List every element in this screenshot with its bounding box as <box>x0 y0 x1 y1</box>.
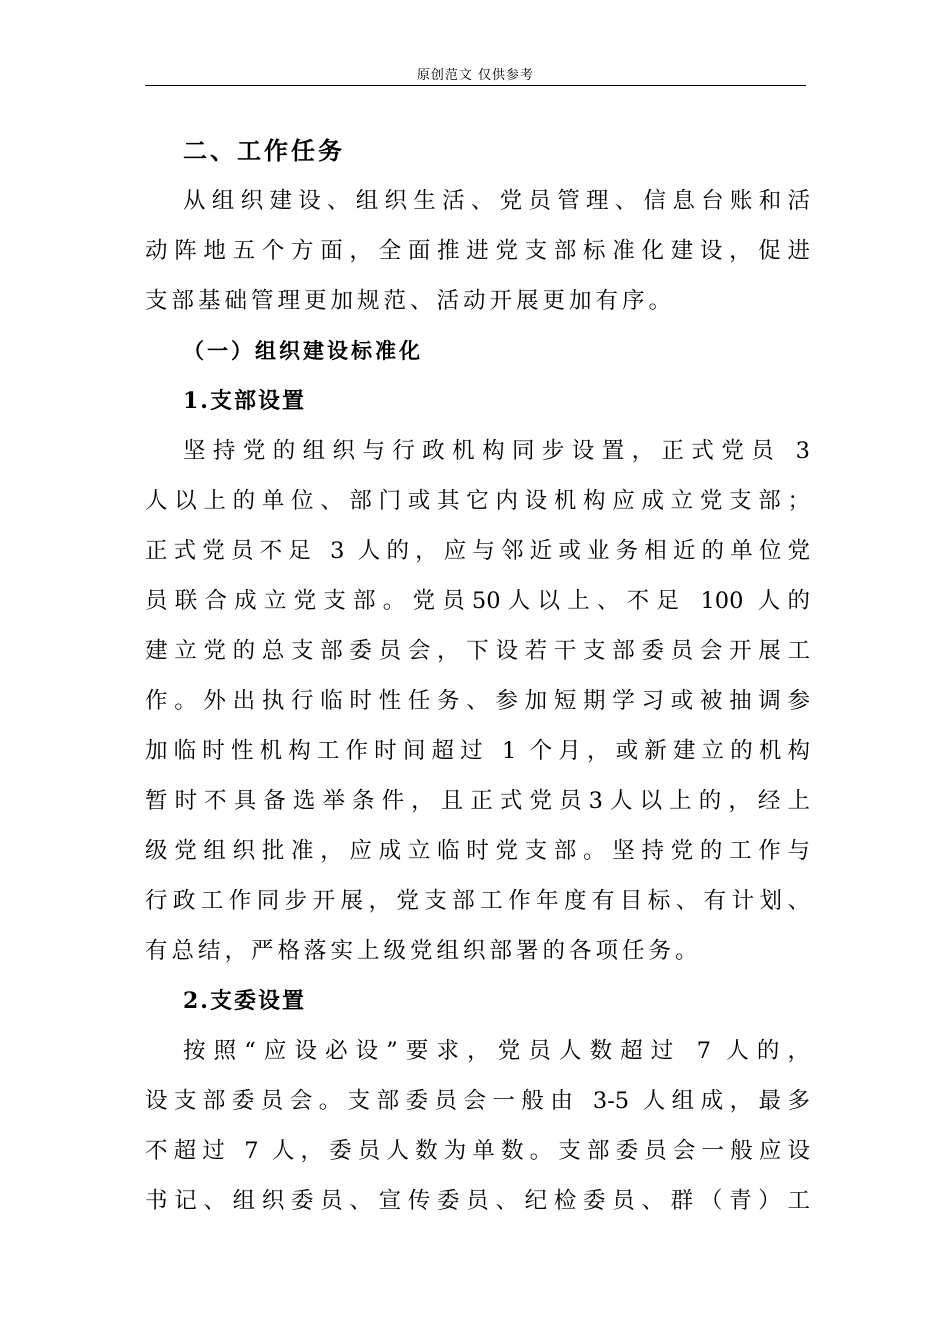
document-body <box>145 126 810 1226</box>
paragraph-line: 按照“应设必设”要求，党员人数超过 7 人的， <box>183 1038 810 1064</box>
item-heading-branch-setup: 1.支部设置 <box>183 388 306 414</box>
paragraph-line: 行政工作同步开展，党支部工作年度有目标、有计划、 <box>145 888 810 914</box>
paragraph-line: 人以上的单位、部门或其它内设机构应成立党支部； <box>145 488 810 514</box>
paragraph-line: 加临时性机构工作时间超过 1 个月，或新建立的机构 <box>145 738 810 764</box>
paragraph-line: 有总结，严格落实上级党组织部署的各项任务。 <box>145 938 702 964</box>
paragraph-line: 暂时不具备选举条件，且正式党员3人以上的，经上 <box>145 788 810 814</box>
paragraph-line: 级党组织批准，应成立临时党支部。坚持党的工作与 <box>145 838 810 864</box>
paragraph-line: 从组织建设、组织生活、党员管理、信息台账和活 <box>183 188 810 214</box>
item-heading-committee-setup: 2.支委设置 <box>183 988 306 1014</box>
paragraph-line: 动阵地五个方面，全面推进党支部标准化建设，促进 <box>145 238 810 264</box>
paragraph-line: 书记、组织委员、宣传委员、纪检委员、群（青）工 <box>145 1188 810 1214</box>
paragraph-line: 设支部委员会。支部委员会一般由 3-5 人组成，最多 <box>145 1088 810 1114</box>
paragraph-line: 建立党的总支部委员会，下设若干支部委员会开展工 <box>145 638 810 664</box>
page-header: 原创范文 仅供参考 <box>416 68 535 83</box>
paragraph-line: 正式党员不足 3 人的，应与邻近或业务相近的单位党 <box>145 538 810 564</box>
paragraph-line: 员联合成立党支部。党员50人以上、不足 100 人的 <box>145 588 810 614</box>
section-intro-paragraph <box>145 176 810 326</box>
section-heading: 二、工作任务 <box>183 136 345 165</box>
paragraph-line: 不超过 7 人，委员人数为单数。支部委员会一般应设 <box>145 1138 810 1164</box>
paragraph-line: 作。外出执行临时性任务、参加短期学习或被抽调参 <box>145 688 810 714</box>
committee-setup-paragraph <box>145 1026 810 1226</box>
paragraph-line: 支部基础管理更加规范、活动开展更加有序。 <box>145 288 676 314</box>
branch-setup-paragraph <box>145 426 810 976</box>
subsection-heading: （一）组织建设标准化 <box>183 338 423 363</box>
paragraph-line: 坚持党的组织与行政机构同步设置，正式党员 3 <box>183 438 810 464</box>
header-divider <box>145 85 806 86</box>
